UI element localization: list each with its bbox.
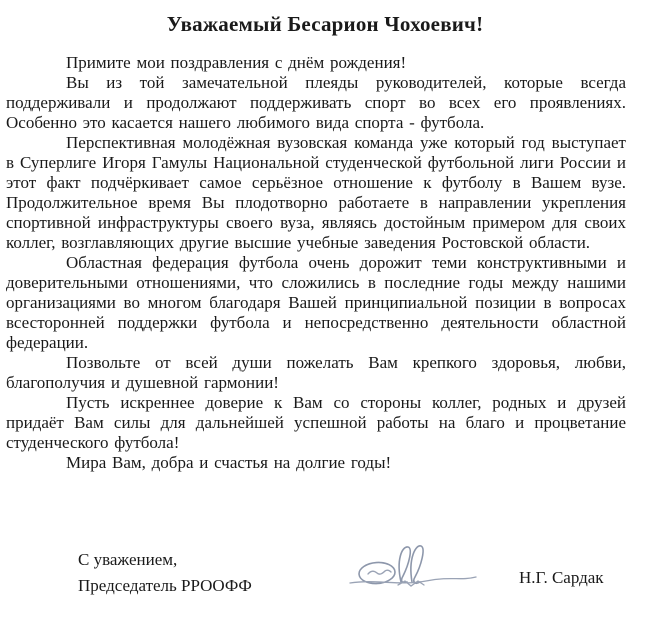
signer-name: Н.Г. Сардак: [519, 568, 604, 587]
paragraph-greeting: Примите мои поздравления с днём рождения!: [66, 53, 407, 72]
handwritten-signature-icon: [348, 540, 478, 595]
closing-block: [78, 550, 252, 596]
letter-title: Уважаемый Бесарион Чохоевич!: [166, 12, 484, 36]
closing-position: Председатель РРООФФ: [78, 576, 252, 595]
paragraph-federation: Областная федерация футбола очень дорожит теми конструктивными и доверительными отношениями, что сложились в последние годы между нашими организациями во многом благодаря Вашей принципиальной позиции в вопросах всесторонней поддержки футбола и непосредственно деятельности областной федерации.: [6, 253, 626, 352]
paragraph-wishes-trust: Пусть искреннее доверие к Вам со стороны коллег, родных и друзей придаёт Вам силы для дальнейшей успешной работы на благо и процветание студенческого футбола!: [6, 393, 626, 452]
paragraph-wishes-peace: Мира Вам, добра и счастья на долгие годы!: [66, 453, 392, 472]
letter-body: [0, 53, 650, 473]
closing-regards: С уважением,: [78, 550, 178, 569]
signature-svg: [348, 540, 478, 595]
paragraph-pleiad: Вы из той замечательной плеяды руководителей, которые всегда поддерживали и продолжают поддерживать спорт во всех его проявлениях. Особенно это касается нашего любимого вида спорта - футбола.: [6, 73, 626, 132]
paragraph-wishes-health: Позвольте от всей души пожелать Вам крепкого здоровья, любви, благополучия и душевной гармонии!: [6, 353, 626, 392]
paragraph-team: Перспективная молодёжная вузовская команда уже который год выступает в Суперлиге Игоря Гамулы Национальной студенческой футбольной лиги России и этот факт подчёркивает самое серьёзное отношение к футболу в Вашем вузе. Продолжительное время Вы плодотворно работаете в направлении укрепления спортивной инфраструктуры своего вуза, являясь достойным примером для своих коллег, возглавляющих другие высшие учебные заведения Ростовской области.: [6, 133, 626, 252]
